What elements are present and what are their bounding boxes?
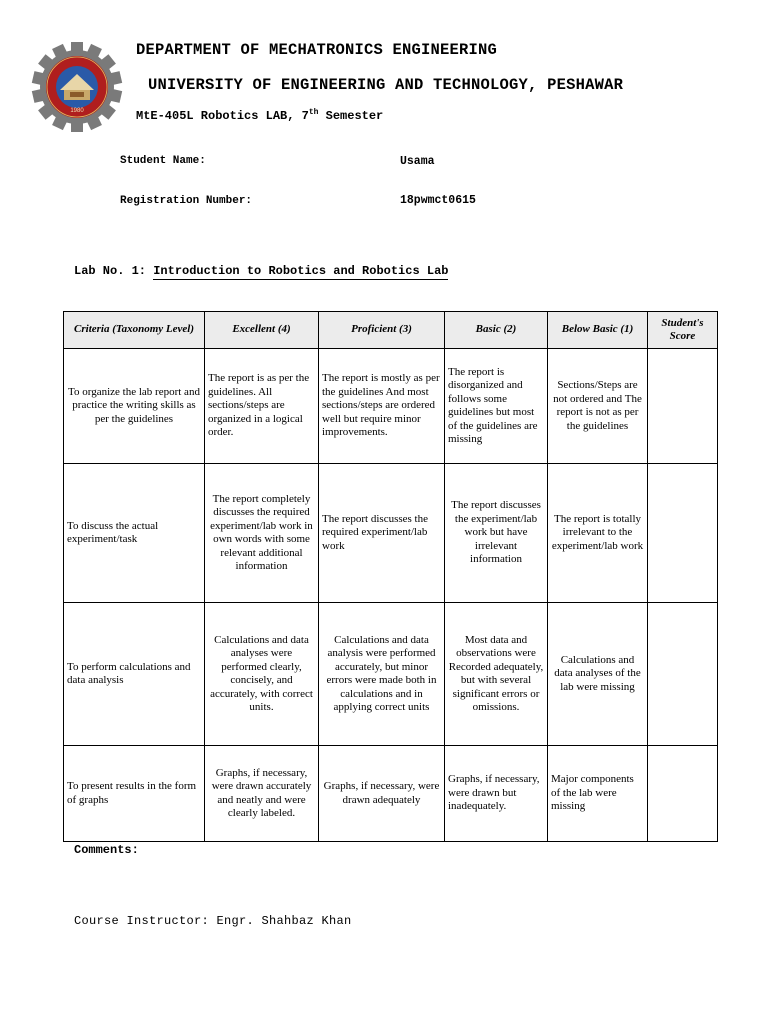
university-title: UNIVERSITY OF ENGINEERING AND TECHNOLOGY, PESHAWAR bbox=[148, 76, 624, 94]
excellent-cell: Graphs, if necessary, were drawn accurately and neatly and were clearly labeled. bbox=[205, 746, 319, 842]
score-cell[interactable] bbox=[648, 464, 718, 603]
score-cell[interactable] bbox=[648, 746, 718, 842]
rubric-table bbox=[63, 311, 718, 842]
table-row bbox=[64, 746, 718, 842]
below-basic-cell: Major components of the lab were missing bbox=[548, 746, 648, 842]
basic-cell: The report is disorganized and follows some guidelines but most of the guidelines are missing bbox=[445, 349, 548, 464]
basic-cell: Most data and observations were Recorded adequately, but with several significant errors or omissions. bbox=[445, 603, 548, 746]
below-basic-cell: Sections/Steps are not ordered and The report is not as per the guidelines bbox=[548, 349, 648, 464]
criteria-cell: To perform calculations and data analysis bbox=[64, 603, 205, 746]
below-basic-cell: The report is totally irrelevant to the experiment/lab work bbox=[548, 464, 648, 603]
basic-cell: The report discusses the experiment/lab work but have irrelevant information bbox=[445, 464, 548, 603]
comments-label: Comments: bbox=[74, 843, 139, 857]
header-below-basic: Below Basic (1) bbox=[548, 312, 648, 349]
criteria-cell: To present results in the form of graphs bbox=[64, 746, 205, 842]
proficient-cell: The report discusses the required experiment/lab work bbox=[319, 464, 445, 603]
below-basic-cell: Calculations and data analyses of the lab were missing bbox=[548, 603, 648, 746]
criteria-cell: To organize the lab report and practice the writing skills as per the guidelines bbox=[64, 349, 205, 464]
student-name-label: Student Name: bbox=[120, 155, 206, 167]
table-row bbox=[64, 349, 718, 464]
registration-value: 18pwmct0615 bbox=[400, 194, 476, 207]
score-cell[interactable] bbox=[648, 603, 718, 746]
excellent-cell: Calculations and data analyses were performed clearly, concisely, and accurately, with correct units. bbox=[205, 603, 319, 746]
proficient-cell: The report is mostly as per the guidelines And most sections/steps are ordered well but require minor improvements. bbox=[319, 349, 445, 464]
university-gear-logo-icon bbox=[30, 40, 124, 134]
rubric-header-row bbox=[64, 312, 718, 349]
department-title: DEPARTMENT OF MECHATRONICS ENGINEERING bbox=[136, 41, 498, 59]
table-row bbox=[64, 464, 718, 603]
university-logo bbox=[30, 40, 124, 134]
criteria-cell: To discuss the actual experiment/task bbox=[64, 464, 205, 603]
header-student-score: Student's Score bbox=[648, 312, 718, 349]
proficient-cell: Graphs, if necessary, were drawn adequately bbox=[319, 746, 445, 842]
lab-number: Lab No. 1: bbox=[74, 264, 147, 278]
course-title: MtE-405L Robotics LAB, 7th Semester bbox=[136, 108, 384, 123]
course-instructor: Course Instructor: Engr. Shahbaz Khan bbox=[74, 914, 352, 928]
lab-title: Introduction to Robotics and Robotics Lab bbox=[153, 264, 449, 278]
header-basic: Basic (2) bbox=[445, 312, 548, 349]
lab-heading bbox=[74, 264, 448, 278]
score-cell[interactable] bbox=[648, 349, 718, 464]
student-name-value: Usama bbox=[400, 155, 435, 168]
basic-cell: Graphs, if necessary, were drawn but inadequately. bbox=[445, 746, 548, 842]
registration-label: Registration Number: bbox=[120, 195, 253, 207]
excellent-cell: The report completely discusses the required experiment/lab work in own words with some relevant additional information bbox=[205, 464, 319, 603]
table-row bbox=[64, 603, 718, 746]
header-criteria: Criteria (Taxonomy Level) bbox=[64, 312, 205, 349]
header-proficient: Proficient (3) bbox=[319, 312, 445, 349]
excellent-cell: The report is as per the guidelines. All sections/steps are organized in a logical order. bbox=[205, 349, 319, 464]
proficient-cell: Calculations and data analysis were performed accurately, but minor errors were made both in calculations and in applying correct units bbox=[319, 603, 445, 746]
logo-year: 1980 bbox=[70, 108, 84, 114]
header-excellent: Excellent (4) bbox=[205, 312, 319, 349]
